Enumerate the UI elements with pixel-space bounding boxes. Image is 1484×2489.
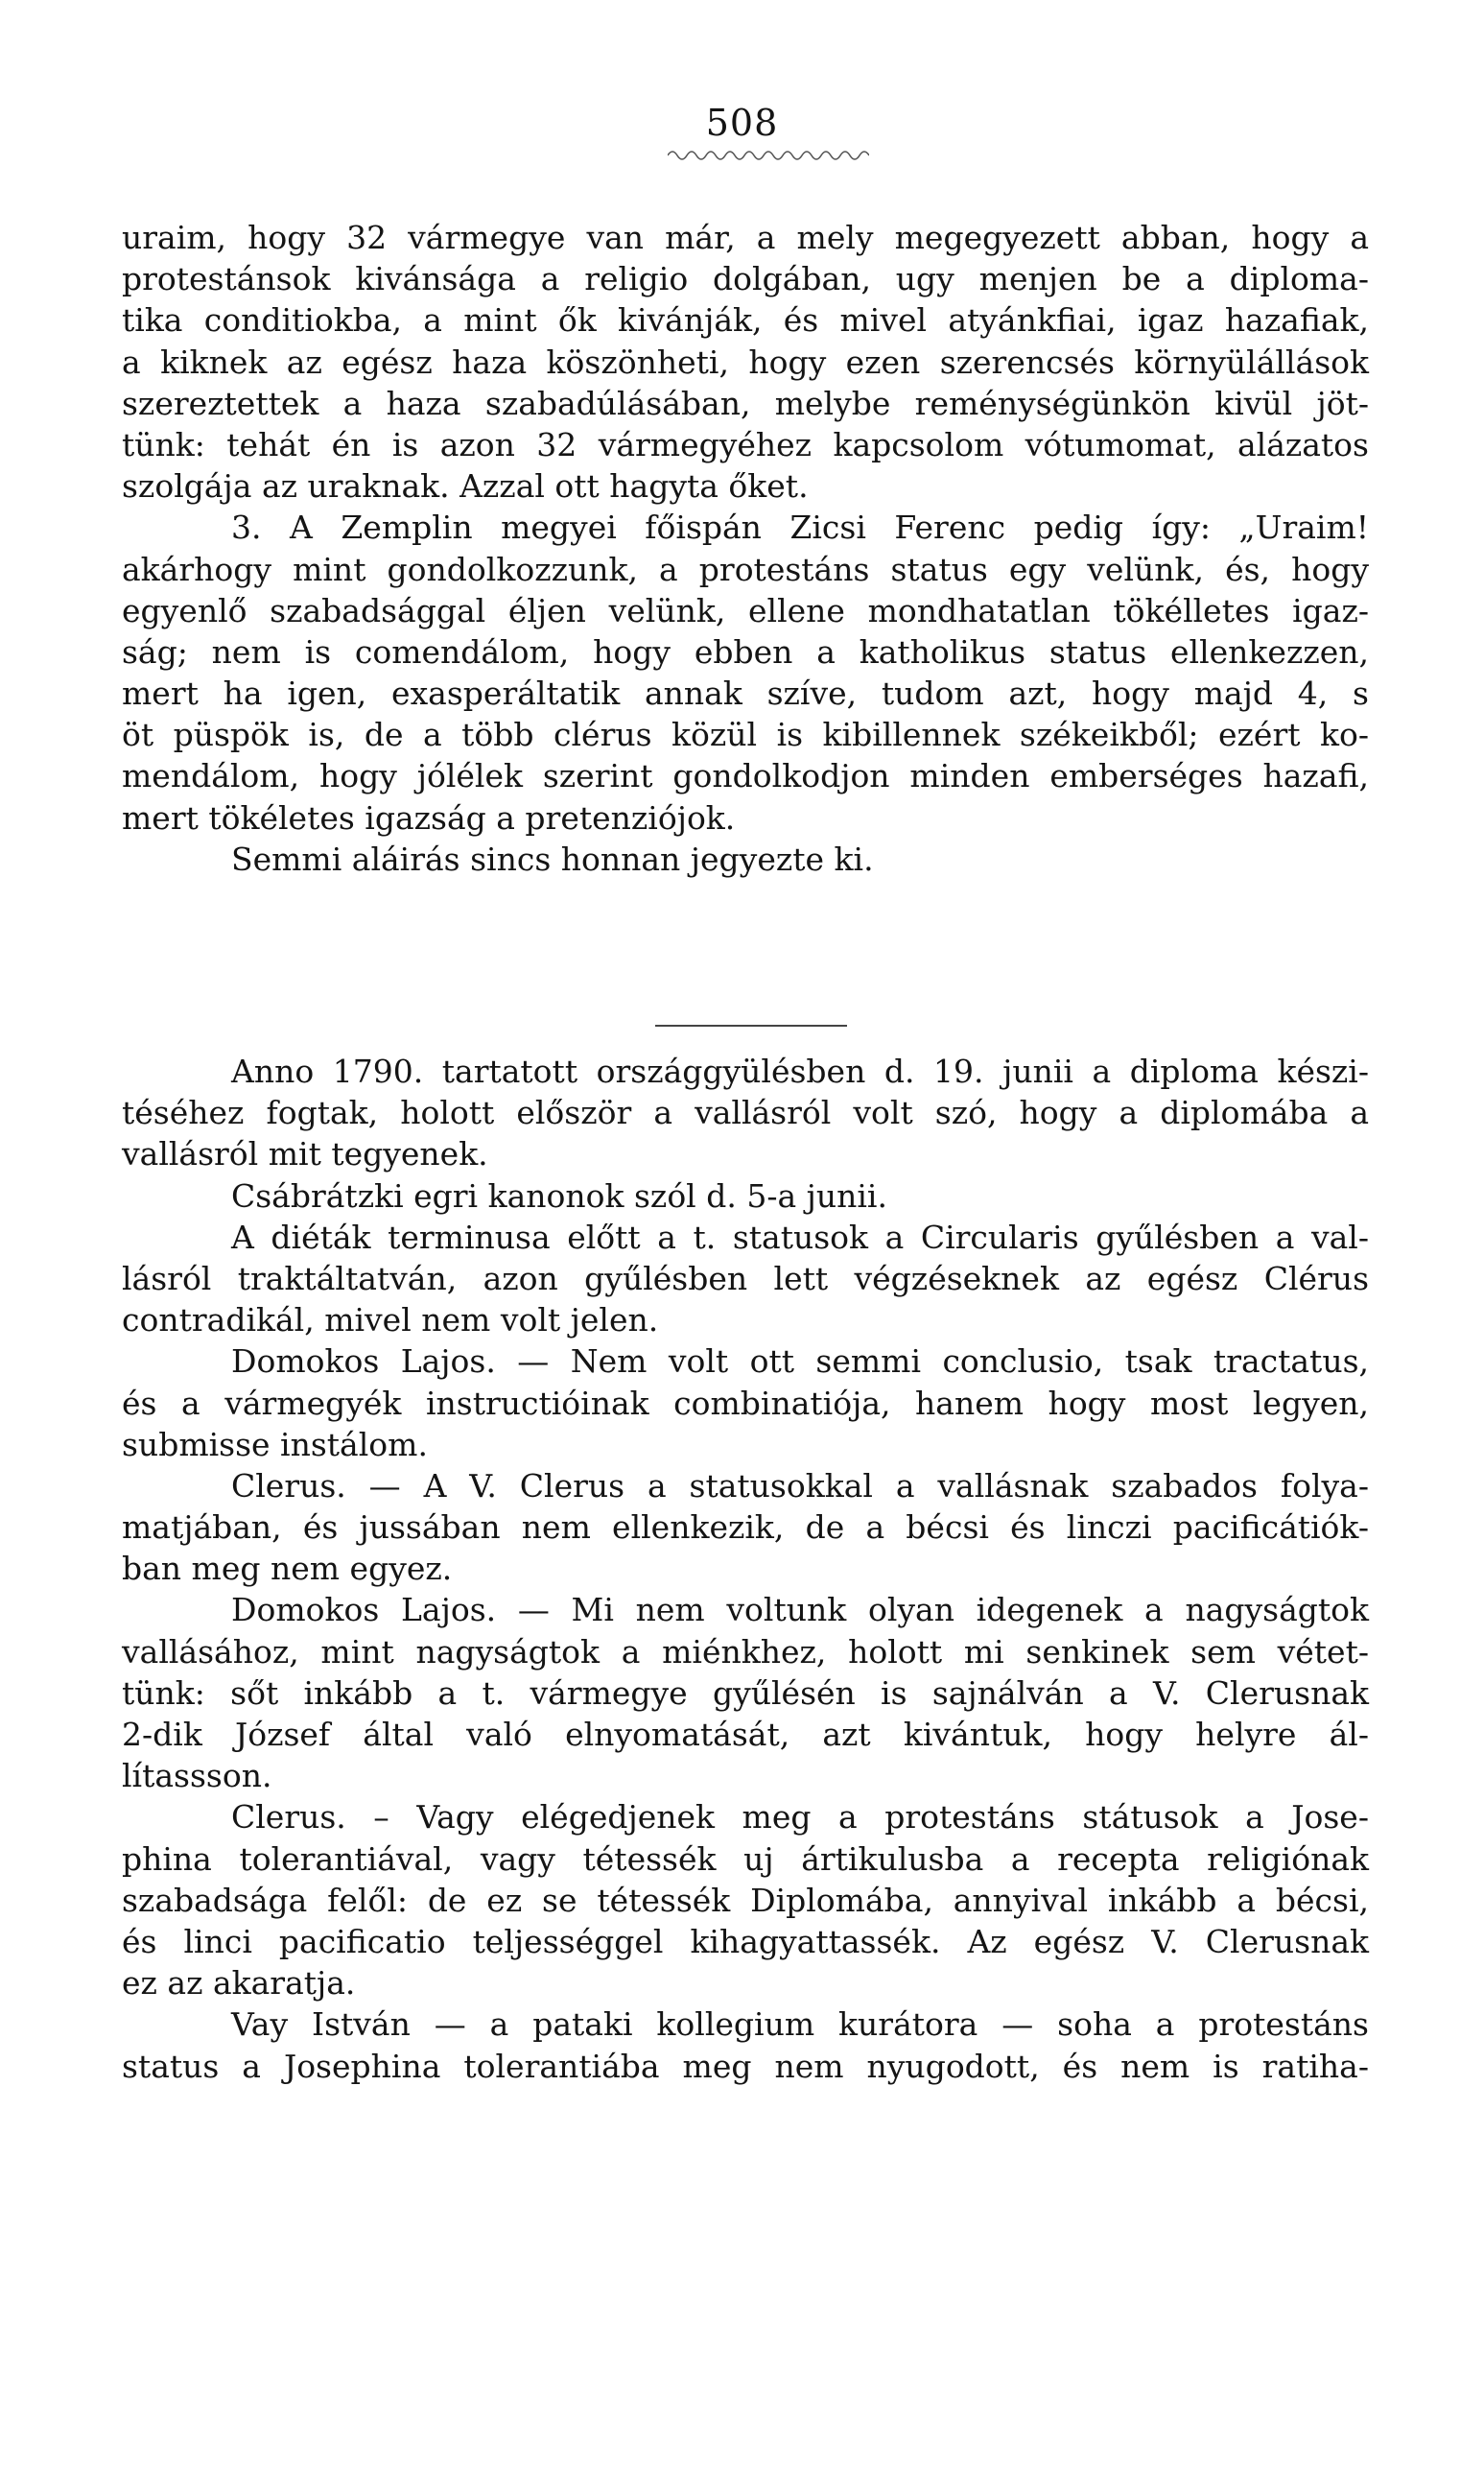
text-line: és a vármegyék instructióinak combinatiója, hanem hogy most legyen, [122, 1384, 1369, 1422]
section-divider [655, 1025, 847, 1027]
text-line: szolgája az uraknak. Azzal ott hagyta őket. [122, 467, 809, 506]
text-line: vallásához, mint nagyságtok a miénkhez, holott mi senkinek sem vétet- [122, 1632, 1369, 1671]
text-line: lásról traktáltatván, azon gyűlésben lett végzéseknek az egész Clérus [122, 1259, 1369, 1297]
text-line: status a Josephina tolerantiába meg nem nyugodott, és nem is ratiha- [122, 2047, 1369, 2085]
text-line: és linci pacificatio teljességgel kihagyattassék. Az egész V. Clerusnak [122, 1922, 1369, 1960]
text-line: lítassson. [122, 1757, 272, 1795]
text-line: Clerus. – Vagy elégedjenek meg a protestáns státusok a Jose- [231, 1798, 1369, 1837]
text-line: vallásról mit tegyenek. [122, 1135, 488, 1173]
text-line: Vay István — a pataki kollegium kurátora — soha a protestáns [231, 2005, 1369, 2044]
page-number: 508 [705, 102, 779, 144]
decorative-wavy-rule [668, 144, 869, 163]
text-line: submisse instálom. [122, 1425, 428, 1463]
text-line: protestánsok kivánsága a religio dolgában, ugy menjen be a diploma- [122, 260, 1369, 298]
text-line: Clerus. — A V. Clerus a statusokkal a vallásnak szabados folya- [231, 1466, 1369, 1505]
text-line: A diéták terminusa előtt a t. statusok a Circularis gyűlésben a val- [231, 1218, 1369, 1256]
text-line: tünk: tehát én is azon 32 vármegyéhez kapcsolom vótumomat, alázatos [122, 425, 1369, 463]
text-line: ban meg nem egyez. [122, 1550, 453, 1588]
text-line: phina tolerantiával, vagy tétessék uj ártikulusba a recepta religiónak [122, 1839, 1369, 1878]
text-line: öt püspök is, de a több clérus közül is kibillennek székeikből; ezért ko- [122, 716, 1369, 754]
text-line: téséhez fogtak, holott először a vallásról volt szó, hogy a diplomába a [122, 1094, 1369, 1132]
text-line: tika conditiokba, a mint ők kivánják, és mivel atyánkfiai, igaz hazafiak, [122, 301, 1369, 340]
text-line: a kiknek az egész haza köszönheti, hogy ezen szerencsés környülállások [122, 343, 1369, 381]
text-line: 3. A Zemplin megyei főispán Zicsi Ferenc pedig így: „Uraim! [231, 509, 1369, 547]
text-line: Domokos Lajos. — Nem volt ott semmi conclusio, tsak tractatus, [231, 1342, 1369, 1381]
text-line: ez az akaratja. [122, 1964, 356, 2003]
text-line: matjában, és jussában nem ellenkezik, de a bécsi és linczi pacificátiók- [122, 1508, 1369, 1547]
text-line: szabadsága felől: de ez se tétessék Diplomába, annyival inkább a bécsi, [122, 1881, 1369, 1919]
text-line: Domokos Lajos. — Mi nem voltunk olyan idegenek a nagyságtok [231, 1591, 1369, 1629]
text-line: Csábrátzki egri kanonok szól d. 5-a junii. [231, 1176, 887, 1215]
text-line: uraim, hogy 32 vármegye van már, a mely megegyezett abban, hogy a [122, 219, 1369, 256]
text-line: mendálom, hogy jólélek szerint gondolkodjon minden emberséges hazafi, [122, 757, 1369, 795]
text-line: mert ha igen, exasperáltatik annak szíve, tudom azt, hogy majd 4, s [122, 675, 1369, 713]
text-line: akárhogy mint gondolkozzunk, a protestáns status egy velünk, és, hogy [122, 550, 1369, 588]
text-line: tünk: sőt inkább a t. vármegye gyűlésén is sajnálván a V. Clerusnak [122, 1673, 1369, 1712]
text-section-2 [122, 1051, 1369, 2087]
text-line: Anno 1790. tartatott országgyülésben d. 19. junii a diploma készi- [231, 1053, 1369, 1090]
text-line: szereztettek a haza szabadúlásában, melybe reménységünkön kivül jöt- [122, 384, 1369, 422]
text-line: mert tökéletes igazság a pretenziójok. [122, 798, 736, 837]
text-line: Semmi aláirás sincs honnan jegyezte ki. [231, 840, 874, 878]
text-line: egyenlő szabadsággal éljen velünk, ellene mondhatatlan tökélletes igaz- [122, 591, 1369, 629]
text-line: 2-dik József által való elnyomatását, azt kivántuk, hogy helyre ál- [122, 1716, 1369, 1753]
text-section-1 [122, 217, 1369, 880]
text-line: contradikál, mivel nem volt jelen. [122, 1301, 659, 1339]
text-line: ság; nem is comendálom, hogy ebben a katholikus status ellenkezzen, [122, 632, 1369, 671]
